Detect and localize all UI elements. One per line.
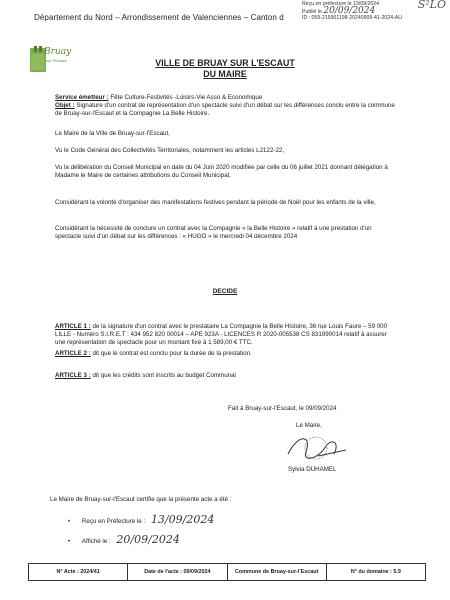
signature-name: Sylvia DUHAMEL xyxy=(288,466,337,473)
certif-affiche xyxy=(68,533,180,546)
decide-heading: DECIDE xyxy=(212,288,238,295)
certif-affiche-handwritten: 20/09/2024 xyxy=(116,533,180,546)
service-line xyxy=(55,94,395,102)
considerant-contrat-paragraph: Considérant la nécessité de conclure un contrat avec la Compagnie « la Belle Histoire » relatif à une prestation d'un spectacle suivi d'un débat sur les différences : « HUGO » le mercredi 04 décembre 2024 xyxy=(55,225,372,240)
service-label: Service émetteur : xyxy=(55,94,109,101)
stamp-slo-mark: S²LO xyxy=(417,0,446,11)
page-subtitle: DU MAIRE xyxy=(203,69,247,79)
header-line: Département du Nord – Arrondissement de Valenciennes – Canton d xyxy=(34,13,284,22)
article-label: ARTICLE 1 : xyxy=(55,323,91,330)
signature-title: Le Maire, xyxy=(296,422,322,429)
page-title: VILLE DE BRUAY SUR L'ESCAUT xyxy=(155,58,295,68)
bullet-icon: • xyxy=(68,538,71,545)
article-2 xyxy=(55,350,395,358)
certif-intro: Le Maire de Bruay-sur-l'Escaut certifie que la présente acte a été : xyxy=(50,496,232,503)
certif-recu-label: Reçu en Préfecture le : xyxy=(81,518,146,525)
vu-code-paragraph: Vu le Code Général des Collectivités Territoriales, notamment les articles L2122-22, xyxy=(55,147,285,154)
certif-recu-handwritten: 13/09/2024 xyxy=(150,513,215,526)
footer-commune: Commune de Bruay-sur-l'Escaut xyxy=(228,564,327,580)
objet-value: Signature d'un contrat de représentation d'un spectacle suivi d'un débat sur les différences conclu entre la commune de Bruay-sur-l'Escaut et la Compagnie La Belle Histoire. xyxy=(55,102,395,117)
service-value: Fête Culture-Festivités -Loisirs-Vie Asso & Economique xyxy=(108,94,263,101)
certif-affiche-label: Affiché le : xyxy=(81,538,111,545)
logo-text: Bruay xyxy=(44,47,72,57)
footer-domaine: N° du domaine : 5.9 xyxy=(350,569,401,575)
signature-icon xyxy=(282,430,352,468)
objet-paragraph xyxy=(55,102,397,118)
certif-recu xyxy=(68,513,215,526)
considerant-noel-paragraph: Considérant la volonté d'organiser des manifestations festives pendant la période de Noël pour les enfants de la ville, xyxy=(55,199,376,206)
bullet-icon: • xyxy=(68,518,71,525)
article-label: ARTICLE 2 : xyxy=(55,350,91,357)
article-text: dit que les crédits sont inscrits au budget Communal xyxy=(90,372,236,379)
article-1 xyxy=(55,323,395,347)
article-3 xyxy=(55,372,395,380)
article-text: de la signature d'un contrat avec le prestataire La Compagnie la Belle Histoire, 36 rue Louis Faure – 59 000 LILLE - Numéro S.I.R.E.T : 434 952 820 00014 – APE 923A - LICENCES R 2020-005538 CS 831990014 relatif à assurer une représentation de spectacle pour un montant fixé à 1 589,00 € TTC. xyxy=(55,323,388,346)
footer-date: Date de l'acte : 09/09/2024 xyxy=(128,564,227,580)
footer-table xyxy=(28,563,426,581)
stamp-published-handwritten: 20/09/2024 xyxy=(323,5,376,16)
vu-deliberation-paragraph: Vu la délibération du Conseil Municipal en date du 04 Juin 2020 modifiée par celle du 06 juillet 2021 donnant délégation à Madame le Maire de certaines attributions du Conseil Municipal, xyxy=(55,164,388,179)
stamp-published-label: Publié le xyxy=(302,8,322,15)
stamp-line-received: Reçu en préfecture le 13/09/2024 xyxy=(302,1,380,7)
fait-line: Fait à Bruay-sur-l'Escaut, le 09/09/2024 xyxy=(228,405,337,412)
article-text: dit que le contrat est conclu pour la durée de la prestation. xyxy=(90,350,252,357)
article-label: ARTICLE 3 : xyxy=(55,372,91,379)
footer-acte: N° Acte : 2024/41 xyxy=(29,564,128,580)
stamp-line-id: ID : 059-215901198-20240909-41-2024-AU xyxy=(302,15,402,21)
objet-label: Objet : xyxy=(55,102,75,109)
logo-subtext: sur l'Escaut xyxy=(46,58,67,63)
maire-line: Le Maire de la Ville de Bruay-sur-l'Escaut, xyxy=(55,130,170,137)
prefecture-stamp xyxy=(302,1,448,27)
